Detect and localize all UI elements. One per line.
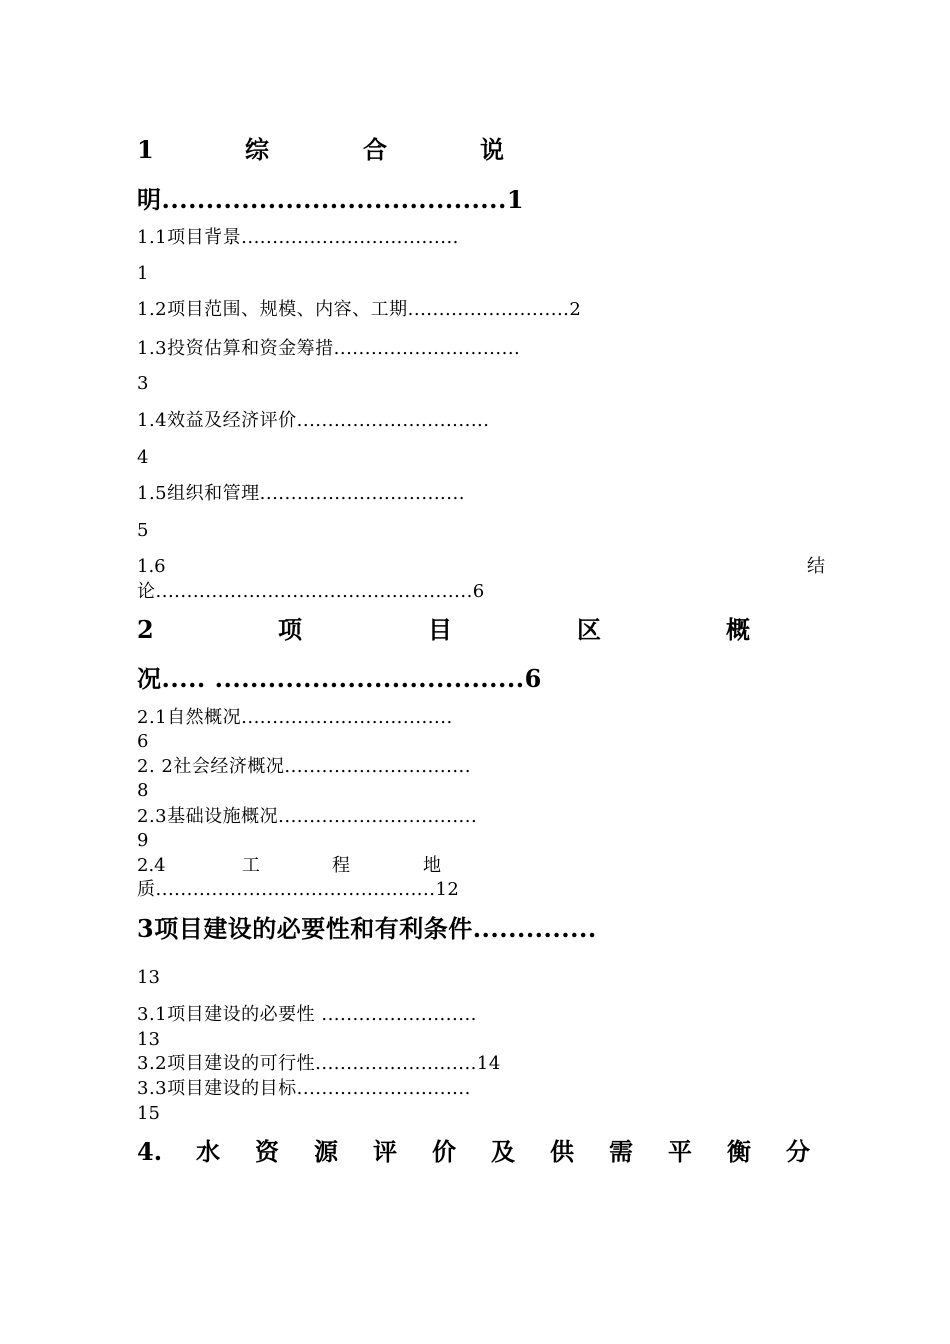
toc-entry-1-1: 1.1项目背景................................... [137, 227, 459, 248]
toc-section-4-char: 及 [491, 1137, 515, 1166]
toc-entry-1-6-leader: 论...................................................6 [137, 581, 485, 602]
toc-section-1-char: 合 [363, 135, 387, 164]
toc-entry-2-4 [137, 854, 825, 878]
toc-entry-2-4-leader: 质.............................................12 [137, 879, 460, 900]
toc-entry-2-1: 2.1自然概况.................................. [137, 707, 453, 728]
toc-section-4-char: 需 [609, 1137, 633, 1166]
toc-section-4-char: 衡 [727, 1137, 751, 1166]
toc-entry-1-5: 1.5组织和管理................................. [137, 483, 465, 504]
toc-entry-1-4-page: 4 [137, 447, 149, 468]
toc-section-1-char: 综 [245, 135, 269, 164]
toc-entry-2-2: 2. 2社会经济概况.............................. [137, 756, 471, 777]
toc-section-4-heading [137, 1136, 825, 1168]
toc-entry-3-3-page: 15 [137, 1103, 160, 1124]
toc-entry-2-1-page: 6 [137, 731, 149, 752]
toc-section-4-char: 供 [550, 1137, 574, 1166]
toc-section-2-char: 目 [428, 615, 452, 644]
toc-entry-1-2: 1.2项目范围、规模、内容、工期..........................2 [137, 299, 582, 320]
toc-section-4-char: 资 [255, 1137, 279, 1166]
toc-entry-3-1-page: 13 [137, 1029, 160, 1050]
toc-section-3-page: 13 [137, 967, 160, 988]
toc-entry-2-2-page: 8 [137, 780, 149, 801]
toc-entry-1-3: 1.3投资估算和资金筹措.............................. [137, 338, 521, 359]
toc-entry-3-1: 3.1项目建设的必要性 ......................... [137, 1004, 477, 1025]
toc-entry-1-6 [137, 555, 825, 579]
toc-entry-2-3: 2.3基础设施概况................................ [137, 806, 478, 827]
toc-section-4-char: 价 [432, 1137, 456, 1166]
toc-section-2-char: 概 [726, 615, 750, 644]
toc-section-1-char: 说 [480, 135, 504, 164]
toc-section-4-char: 源 [314, 1137, 338, 1166]
toc-section-2-char: 项 [278, 615, 302, 644]
toc-entry-2-4-char: 地 [423, 855, 441, 876]
toc-entry-1-6-char: 结 [807, 556, 825, 577]
toc-section-4-number: 4. [137, 1137, 163, 1166]
toc-entry-3-2: 3.2项目建设的可行性..........................14 [137, 1053, 501, 1074]
toc-section-1-leader: 明.......................................1 [137, 185, 525, 214]
toc-entry-1-6-number: 1.6 [137, 556, 166, 577]
toc-entry-1-3-page: 3 [137, 373, 149, 394]
toc-entry-2-4-char: 工 [242, 855, 260, 876]
toc-section-2-heading [137, 614, 825, 646]
toc-section-2-leader: 况..... ...................................6 [137, 664, 542, 693]
toc-section-2-char: 区 [577, 615, 601, 644]
toc-section-2-number: 2 [137, 615, 154, 644]
toc-entry-2-4-char: 程 [332, 855, 350, 876]
toc-entry-1-4: 1.4效益及经济评价............................... [137, 410, 490, 431]
toc-section-3-heading: 3项目建设的必要性和有利条件.............. [137, 914, 597, 943]
toc-section-4-char: 水 [196, 1137, 220, 1166]
toc-entry-2-3-page: 9 [137, 830, 149, 851]
toc-section-4-char: 评 [373, 1137, 397, 1166]
toc-section-1-number: 1 [137, 135, 154, 164]
toc-entry-2-4-number: 2.4 [137, 855, 166, 876]
toc-entry-1-5-page: 5 [137, 520, 149, 541]
toc-entry-1-1-page: 1 [137, 263, 149, 284]
toc-section-4-char: 平 [668, 1137, 692, 1166]
toc-section-4-char: 分 [786, 1137, 810, 1166]
toc-entry-3-3: 3.3项目建设的目标............................ [137, 1078, 471, 1099]
toc-section-1-heading [137, 134, 825, 166]
